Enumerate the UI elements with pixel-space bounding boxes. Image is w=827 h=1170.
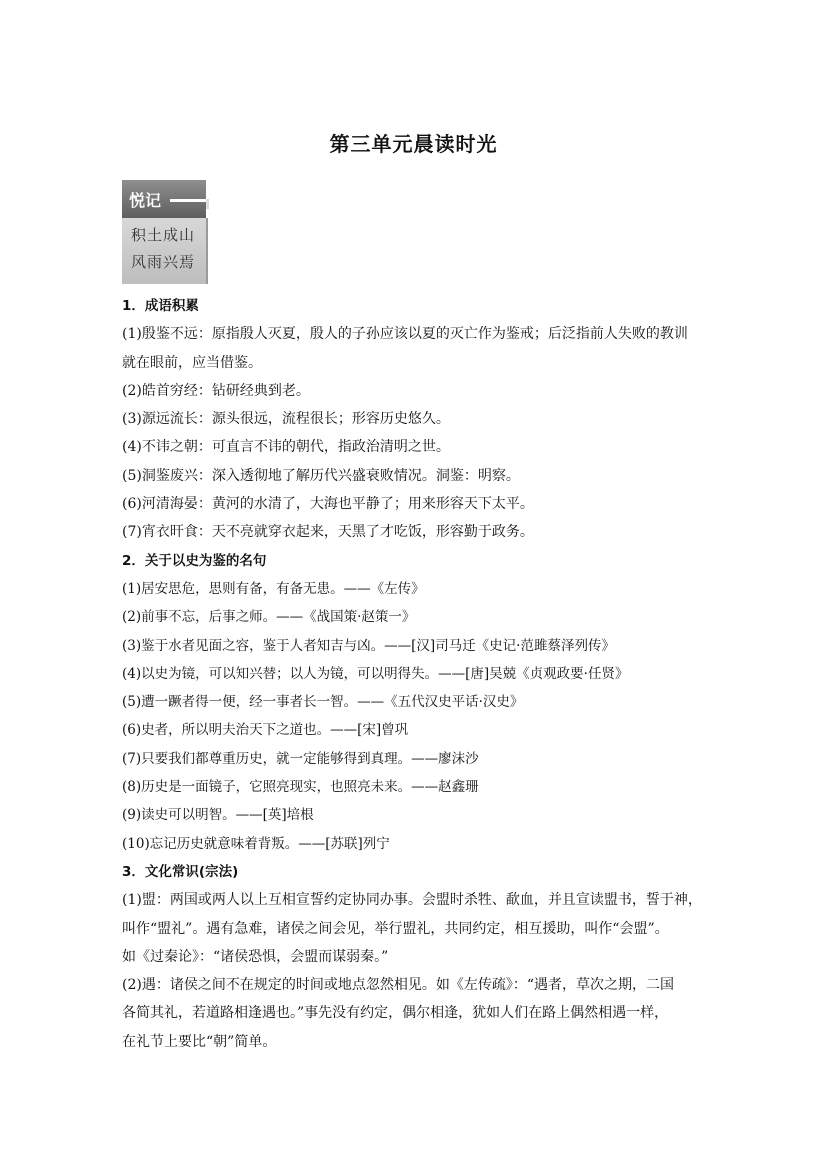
quote-line: (3)鉴于水者见面之容，鉴于人者知吉与凶。——[汉]司马迁《史记·范雎蔡泽列传》 xyxy=(122,637,615,654)
text-line: 在礼节上要比“朝”简单。 xyxy=(122,1033,277,1050)
badge-header xyxy=(122,180,206,218)
text-line: (2)皓首穷经：钻研经典到老。 xyxy=(122,382,310,399)
badge-tick xyxy=(206,199,209,209)
quote-line: (1)居安思危，思则有备，有备无患。——《左传》 xyxy=(122,580,425,597)
quote-line: (9)读史可以明智。——[英]培根 xyxy=(122,807,314,824)
section-heading: 2．关于以史为鉴的名句 xyxy=(122,552,267,569)
text-line: 各简其礼，若道路相逢遇也。”事先没有约定，偶尔相逢，犹如人们在路上偶然相遇一样， xyxy=(122,1005,669,1022)
text-line: (6)河清海晏：黄河的水清了，大海也平静了；用来形容天下太平。 xyxy=(122,496,534,513)
text-line: 叫作“盟礼”。遇有急难，诸侯之间会见，举行盟礼，共同约定，相互援助，叫作“会盟”。 xyxy=(122,920,669,937)
text-line: (3)源远流长：源头很远，流程很长；形容历史悠久。 xyxy=(122,411,450,428)
quote-line: (8)历史是一面镜子，它照亮现实，也照亮未来。——赵鑫珊 xyxy=(122,779,479,796)
document-body xyxy=(122,292,712,1056)
badge-label: 悦记 xyxy=(129,191,162,210)
text-line: (5)洞鉴废兴：深入透彻地了解历代兴盛衰败情况。洞鉴：明察。 xyxy=(122,467,520,484)
text-line: (2)遇：诸侯之间不在规定的时间或地点忽然相见。如《左传疏》：“遇者，草次之期，二国 xyxy=(122,977,674,994)
quote-line: (5)遭一蹶者得一便，经一事者长一智。——《五代汉史平话·汉史》 xyxy=(122,694,524,711)
text-line: (7)宵衣旰食：天不亮就穿衣起来，天黑了才吃饭，形容勤于政务。 xyxy=(122,524,534,541)
badge-body xyxy=(122,218,208,284)
quote-line: (2)前事不忘，后事之师。——《战国策·赵策一》 xyxy=(122,609,416,626)
quote-line: (10)忘记历史就意味着背叛。——[苏联]列宁 xyxy=(122,835,390,852)
text-line: (1)盟：两国或两人以上互相宣誓约定协同办事。会盟时杀牲、歃血，并且宣读盟书，誓于神， xyxy=(122,892,702,909)
quote-line: (7)只要我们都尊重历史，就一定能够得到真理。——廖沫沙 xyxy=(122,750,479,767)
text-line: (4)不讳之朝：可直言不讳的朝代，指政治清明之世。 xyxy=(122,439,450,456)
quote-line: (4)以史为镜，可以知兴替；以人为镜，可以明得失。——[唐]吴兢《贞观政要·任贤》 xyxy=(122,665,629,682)
text-line: (1)殷鉴不远：原指殷人灭夏，殷人的子孙应该以夏的灭亡作为鉴戒；后泛指前人失败的教训 xyxy=(122,326,688,343)
section-heading: 1．成语积累 xyxy=(122,298,199,314)
section-heading: 3．文化常识(宗法) xyxy=(122,863,239,880)
text-line: 如《过秦论》：“诸侯恐惧，会盟而谋弱秦。” xyxy=(122,948,389,965)
badge-divider xyxy=(170,199,206,202)
page-title: 第三单元晨读时光 xyxy=(329,132,498,156)
text-line: 就在眼前，应当借鉴。 xyxy=(122,354,262,371)
badge-line-2: 风雨兴焉 xyxy=(131,253,196,271)
badge-line-1: 积土成山 xyxy=(131,226,196,244)
quote-line: (6)史者，所以明夫治天下之道也。——[宋]曾巩 xyxy=(122,722,409,739)
section-badge xyxy=(122,180,208,284)
